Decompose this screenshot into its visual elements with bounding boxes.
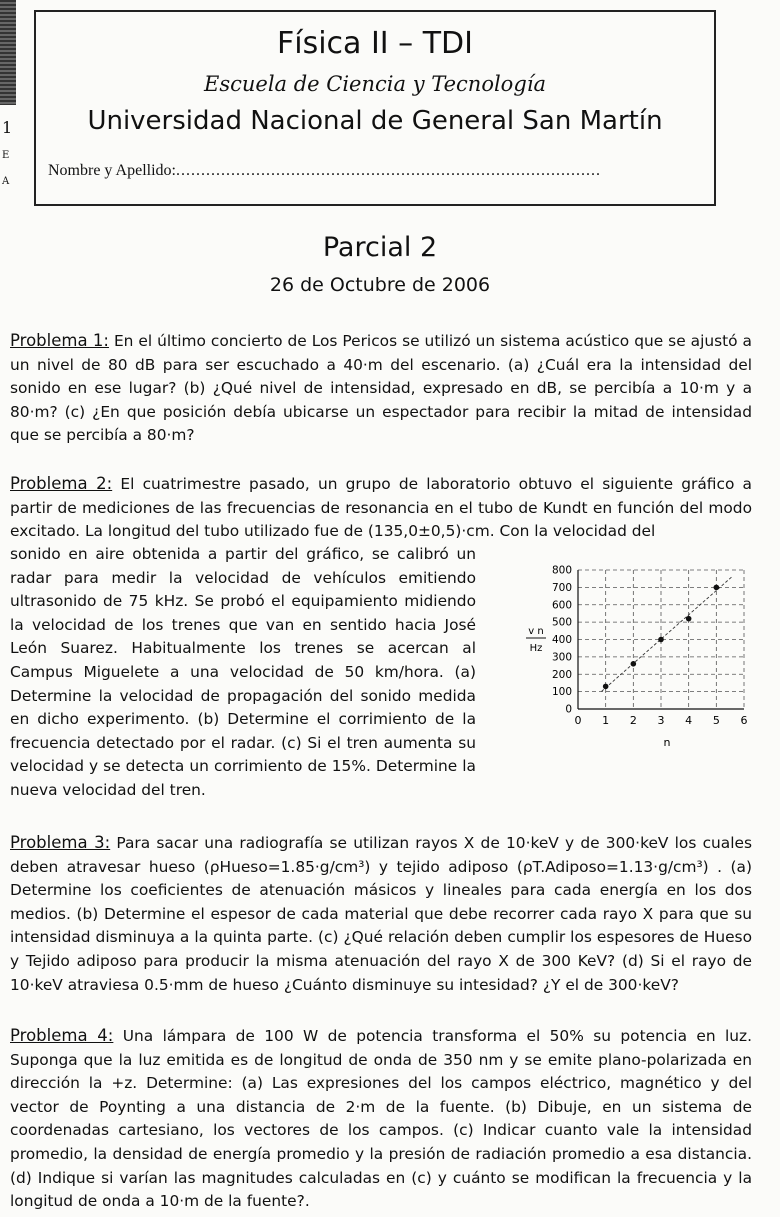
chart-ytick-label: 0 — [565, 703, 572, 716]
chart-ylabel-bottom: Hz — [529, 643, 543, 654]
edge-mark-1: 1 — [2, 118, 13, 137]
name-label: Nombre y Apellido: — [48, 162, 176, 179]
chart-ytick-label: 400 — [551, 634, 572, 646]
chart-xtick-label: 3 — [657, 714, 665, 727]
chart-ytick-label: 300 — [551, 651, 572, 664]
resonance-chart — [522, 556, 772, 751]
chart-ytick-label: 200 — [551, 668, 572, 681]
chart-point — [714, 585, 720, 591]
course-title: Física II – TDI — [276, 26, 473, 61]
chart-ytick-label: 800 — [551, 564, 572, 577]
problem-1-text: En el último concierto de Los Pericos se utilizó un sistema acústico que se ajustó a un nivel de 80 dB para ser escuchado a 40·m del escenario. (a) ¿Cuál era la intensidad del sonido en ese lugar? (b) ¿Qué nivel de intensidad, expresado en dB, se percibía a 10·m y a 80·m? (c) ¿En que posición debía ubicarse un espectador para recibir la mitad de intensidad que se percibía a 80·m? — [10, 332, 752, 445]
chart-ytick-label: 700 — [551, 581, 572, 594]
chart-xtick-label: 6 — [740, 714, 748, 727]
problem-4-label: Problema 4: — [10, 1026, 114, 1045]
problem-3-text: Para sacar una radiografía se utilizan rayos X de 10·keV y de 300·keV los cuales deben atravesar hueso (ρHueso=1.85·g/cm³) y tejido adiposo (ρT.Adiposo=1.13·g/cm³) . (a) Determine los coeficientes de atenuación másicos y lineales para cada energía en los dos medios. (b) Determine el espesor de cada material que debe recorrer cada rayo X para que su intensidad disminuya a la quinta parte. (c) ¿Qué relación deben cumplir los espesores de Hueso y Tejido adiposo para producir la misma atenuación del rayo X de 300 KeV? (d) Si el rayo de 10·keV atraviesa 0.5·mm de hueso ¿Cuánto disminuye su intesidad? ¿Y el de 300·keV? — [10, 834, 752, 994]
exam-title: Parcial 2 — [322, 232, 438, 263]
chart-point — [686, 616, 692, 622]
chart-xtick-label: 0 — [574, 714, 582, 727]
chart-point — [658, 637, 664, 643]
problem-2-label: Problema 2: — [10, 474, 113, 493]
name-field — [48, 162, 601, 180]
problem-3-label: Problema 3: — [10, 833, 111, 852]
school-name: Escuela de Ciencia y Tecnología — [204, 72, 546, 96]
header-box — [34, 10, 716, 206]
exam-date: 26 de Octubre de 2006 — [269, 274, 491, 296]
problem-4-text: Una lámpara de 100 W de potencia transforma el 50% su potencia en luz. Suponga que la luz emitida es de longitud de onda de 350 nm y se emite plano-polarizada en dirección la +z. Determine: (a) Las expresiones del los campos eléctrico, magnético y del vector de Poynting a una distancia de 2·m de la fuente. (b) Dibuje, en un sistema de coordenadas cartesiano, los vectores de los campos. (c) Indicar cuanto vale la intensidad promedio, la densidad de energía promedio y la presión de radiación promedio a esa distancia. (d) Indique si varían las magnitudes calculadas en (c) y cuánto se modifican la frecuencia y la longitud de onda a 10·m de la fuente?. — [10, 1027, 752, 1211]
chart-point — [631, 661, 637, 667]
chart-ylabel-top: v n — [528, 626, 544, 637]
problem-2 — [10, 472, 752, 544]
chart-ytick-label: 100 — [551, 686, 572, 699]
problem-2-continued — [10, 543, 476, 803]
problem-2-intro-text: El cuatrimestre pasado, un grupo de laboratorio obtuvo el siguiente gráfico a partir de mediciones de las frecuencias de resonancia en el tubo de Kundt en función del modo excitado. La longitud del tubo utilizado fue de (135,0±0,5)·cm. Con la velocidad del — [10, 475, 752, 541]
page-edge-mark — [0, 0, 16, 105]
edge-mark-3: A — [2, 176, 10, 187]
name-dots: ..................................................................................... — [175, 162, 601, 179]
chart-ytick-label: 500 — [551, 616, 572, 629]
problem-1-label: Problema 1: — [10, 331, 109, 350]
chart-xlabel: n — [663, 736, 671, 749]
chart-xtick-label: 5 — [712, 714, 720, 727]
university-name: Universidad Nacional de General San Martín — [87, 106, 663, 136]
problem-4 — [10, 1024, 752, 1214]
chart-xtick-label: 1 — [602, 714, 610, 727]
chart-point — [603, 684, 609, 690]
chart-xtick-label: 4 — [685, 714, 693, 727]
edge-mark-2: E — [2, 150, 10, 161]
problem-3 — [10, 831, 752, 997]
chart-ytick-label: 600 — [551, 599, 572, 612]
chart-xtick-label: 2 — [629, 714, 637, 727]
problem-2-wrap-text: sonido en aire obtenida a partir del gráfico, se calibró un radar para medir la velocidad de vehículos emitiendo ultrasonido de 75 kHz. Se probó el equipamiento midiendo la velocidad de los trenes que van en sentido hacia José León Suarez. Habitualmente los trenes se acercan al Campus Miguelete a una velocidad de 50 km/hora. (a) Determine la velocidad de propagación del sonido medida en dicho experimento. (b) Determine el corrimiento de la frecuencia detectado por el radar. (c) Si el tren aumenta su velocidad y se detecta un corrimiento de 15%. Determine la nueva velocidad del tren. — [10, 545, 476, 799]
problem-1 — [10, 329, 752, 448]
